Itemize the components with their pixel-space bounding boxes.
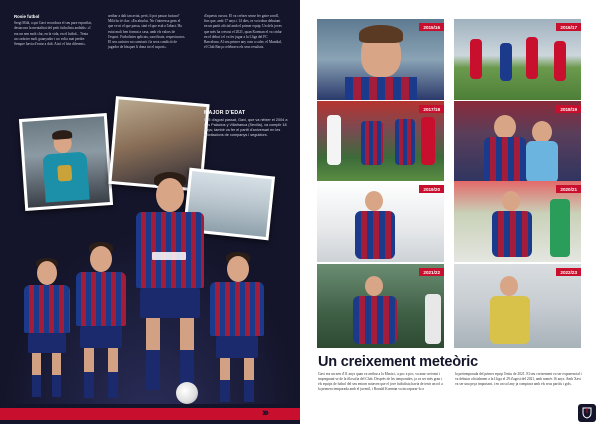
football-icon bbox=[176, 382, 198, 404]
chevrons-icon: ››› bbox=[262, 407, 267, 419]
footer-red-band bbox=[0, 408, 300, 420]
crest-shape bbox=[582, 407, 592, 419]
season-photo-2020-21 bbox=[454, 181, 581, 262]
season-tag: 2020/21 bbox=[556, 185, 581, 193]
season-photo-2021-22 bbox=[317, 264, 444, 348]
caption-title: MAJOR D'EDAT bbox=[204, 110, 246, 116]
season-tag: 2021/22 bbox=[419, 268, 444, 276]
column-text: Sergi Milà, a qui Gavi recordava el seu pare espavilat, destacava la mentalitat del petit futbolista andalús: «I era un nen molt clar, en la vida, en el futbol... Tenia un caràcter molt guanyador i no volia mai perdre. Sempre havia d'estar a dalt. Això el feia diferent». bbox=[14, 21, 92, 47]
season-photo-2016-17 bbox=[454, 19, 581, 100]
text-column-2 bbox=[108, 14, 186, 50]
season-tag: 2022/23 bbox=[556, 268, 581, 276]
season-tag: 2015/16 bbox=[419, 23, 444, 31]
season-tag: 2017/18 bbox=[419, 105, 444, 113]
footer-right bbox=[300, 404, 600, 424]
season-tag: 2019/20 bbox=[419, 185, 444, 193]
season-photo-2019-20 bbox=[317, 181, 444, 262]
column-heading: Rosie futbol bbox=[14, 14, 40, 19]
season-photo-2018-19 bbox=[454, 101, 581, 182]
photo-trophy bbox=[19, 113, 113, 211]
barca-crest-icon bbox=[578, 404, 596, 422]
text-column-1 bbox=[14, 14, 92, 47]
right-page bbox=[300, 0, 600, 424]
body-column-1: Gavi era un nen d'11 anys quan va arribar a la Masia i, a poc a poc, va anar creixent i impregnant-se de la filosofia del Club. Després de les temporades, ja va ser més gran i els equips de futbol del seu entorn notaven que el jove futbolista havia de tenir un rol a la primera temporada amb el juvenil, i Ronald Koeman va incorporar-lo a bbox=[318, 372, 443, 391]
photo-caption bbox=[204, 110, 292, 138]
season-photo-2022-23 bbox=[454, 264, 581, 348]
text-column-3 bbox=[204, 14, 284, 50]
column-text: arribar a dalt tan aviat, però, li pot passar factura? Milà ho té clar: «En absolut. No t'interessa gens el que ve ni el que passa, sinó el que està a l'abast. Ha estat molt ben format a casa, amb els valors de l'esport. Futbolistes aplicats, sacrificats, respectuosos. El seu caràcter no canviarà i la seva condició de jugador de bàsquet li dona tot el suport». bbox=[108, 14, 186, 50]
season-tag: 2018/19 bbox=[556, 105, 581, 113]
footer bbox=[0, 404, 600, 424]
article-headline: Un creixement meteòric bbox=[318, 354, 478, 370]
caption-text: El 5 d'agost passat, Gavi, que va néixer el 2004 a Los Palacios y Villafranca (Sevilla), va complir 18 anys; també va fer el partit d'aniversari en les felicitacions de companys i seguidors. bbox=[204, 118, 288, 137]
season-tag: 2016/17 bbox=[556, 23, 581, 31]
season-photo-2017-18 bbox=[317, 101, 444, 182]
column-text: d'aquests cursos. El va créixer sense fer gaire soroll, fins que, amb 17 anys i 14 dies, es va trobar debutant en un partit oficial amb el primer equip. Un dels joves que més ha crescut el 2021, quan Koeman el va cridar en el debut i el va fer jugar a la Lliga del FC Barcelona. Al seu primer any com a culer, el Mundial, el Club Barça celebrava els seus resultats. bbox=[204, 14, 282, 50]
season-photo-2015-16 bbox=[317, 19, 444, 100]
body-column-2: la pretemporada del primer equip l'estiu de 2021. El seu creixement va ser exponencial i va debutar oficialment a la Lliga el 29 d'agost del 2021, amb només 16 anys. Amb Xavi va ser una peça important, i en un sol any ja comptava amb els seus partits i gols. bbox=[455, 372, 582, 386]
player-right bbox=[198, 252, 278, 404]
